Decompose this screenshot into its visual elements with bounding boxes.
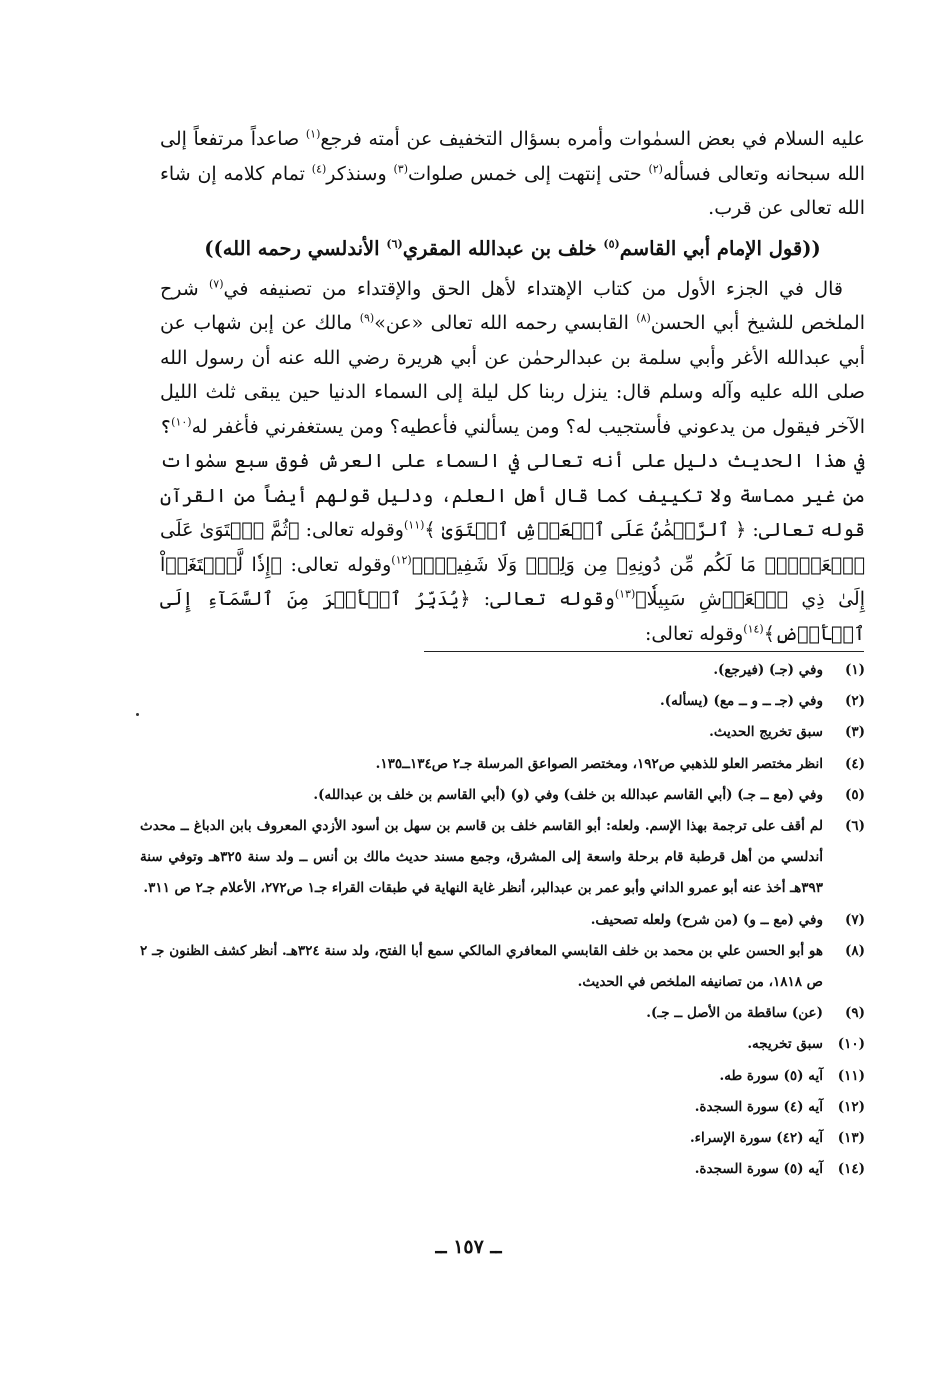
footnote-ref-6[interactable]: (٦) xyxy=(386,237,403,250)
footnote-text: لم أقف على ترجمة بهذا الإسم. ولعله: أبو القاسم خلف بن قاسم بن سهل بن أسود الأزدي المعروف بابن الدباغ ــ محدث أندلسي من أهل قرطبة قام برحلة واسعة إلى المشرق، وجمع مسند حديث مالك بن أنس ــ ولد سنة ٣٢٥هـ وتوفي سنة ٣٩٣هـ أخذ عنه أبو عمرو الداني وأبو عمر بن عبدالبر، أنظر غاية النهاية في طبقات القراء جـ١ ص٢٧٢، الأعلام جـ٢ ص ٣١١. xyxy=(140,818,823,897)
text-span: مالك عن إبن شهاب عن أبي عبدالله الأغر وأبي سلمة بن عبدالرحمٰن عن أبي هريرة رضي الله عنه أن رسول الله صلى الله عليه وآله وسلم قال: ينزل ربنا كل ليلة إلى السماء الدنيا حين يبقى ثلث الليل الآخر فيقول من يدعوني فأستجيب له؟ ومن يسألني فأعطيه؟ ومن يستغفرني فأغفر له xyxy=(160,312,865,438)
footnote-text: وفي (جـ) (فيرجع). xyxy=(713,662,823,678)
footnote-ref-10[interactable]: (١٠) xyxy=(171,415,192,429)
main-text xyxy=(160,122,865,651)
footnote-item xyxy=(140,780,865,811)
footnote-text: سبق تخريج الحديث. xyxy=(709,724,823,741)
footnote-item xyxy=(140,749,865,780)
footnote-item xyxy=(140,717,865,748)
footnote-text: آيه (٥) سورة السجدة. xyxy=(694,1161,823,1178)
footnote-divider xyxy=(424,651,864,652)
footnote-item xyxy=(140,686,865,717)
footnote-ref-1[interactable]: (١) xyxy=(305,127,321,141)
footnote-text: سبق تخريجه. xyxy=(747,1036,823,1053)
text-span: وقوله تعالى: xyxy=(281,553,392,576)
footnote-ref-14[interactable]: (١٤) xyxy=(743,622,764,636)
footnote-number: (٣) xyxy=(844,724,865,741)
footnote-number: (٥) xyxy=(844,786,865,803)
ink-speck xyxy=(136,713,139,716)
footnote-text: هو أبو الحسن علي بن محمد بن خلف القابسي المعافري المالكي سمع أبا الفتح، ولد سنة ٣٢٤هـ. أنظر كشف الظنون جـ ٢ ص ١٨١٨، من تصانيفه الملخص في الحديث. xyxy=(140,942,823,991)
text-span: صاعداً مرتفعاً إلى الله سبحانه وتعالى فسأله xyxy=(160,128,866,185)
footnote-text: (عن) ساقطة من الأصل ــ جـ). xyxy=(646,1005,823,1022)
footnote-item xyxy=(140,655,865,686)
text-span: حتى إنتهت إلى خمس صلوات xyxy=(407,162,649,185)
text-span: شرح الملخص للشيخ أبي الحسن xyxy=(160,277,866,334)
footnote-number: (٤) xyxy=(844,755,865,772)
footnote-item xyxy=(140,905,865,936)
footnote-text: انظر مختصر العلو للذهبي ص١٩٢، ومختصر الصواعق المرسلة جـ٢ ص١٣٤ــ١٣٥. xyxy=(375,755,823,772)
footnote-ref-4[interactable]: (٤) xyxy=(311,162,327,176)
footnote-number: (١٢) xyxy=(837,1098,865,1115)
heading-span: ((قول الإمام أبي القاسم xyxy=(619,236,821,260)
footnote-number: (٧) xyxy=(844,911,865,928)
footnotes xyxy=(140,655,865,1185)
quran-verse: ﴿يُدَبِّرُ ٱلۡأَمۡرَ مِنَ ٱلسَّمَآءِ إِلَى ٱلۡأَرۡضِ﴾ xyxy=(160,588,865,645)
footnote-ref-2[interactable]: (٢) xyxy=(648,162,663,176)
footnote-number: (١٤) xyxy=(837,1161,865,1178)
footnote-number: (١) xyxy=(844,662,865,678)
paragraph-2 xyxy=(160,272,865,652)
text-span: وقوله تعالى: xyxy=(644,622,744,645)
quran-verse: ﴿ثُمَّ ٱسۡتَوَىٰ عَلَى ٱلۡعَرۡشِۖ مَا لَكُم مِّن دُونِهِۦ مِن وَلِيّٖ وَلَا شَفِيعٍۚ﴾ xyxy=(160,519,866,576)
footnote-item xyxy=(140,1123,865,1154)
text-span: وسنذكر xyxy=(326,162,394,185)
footnote-number: (٢) xyxy=(844,693,865,710)
footnote-text: وفي (مع ــ جـ) (أبي القاسم عبدالله بن خلف) وفي (و) (أبي القاسم بن خلف بن عبدالله). xyxy=(313,786,823,803)
footnote-ref-13[interactable]: (١٣) xyxy=(614,587,636,601)
footnote-item xyxy=(140,1029,865,1060)
footnote-ref-9[interactable]: (٩) xyxy=(359,311,375,325)
footnote-ref-11[interactable]: (١١) xyxy=(403,518,425,532)
footnote-number: (١٠) xyxy=(837,1036,865,1053)
text-span: تمام كلامه إن شاء الله تعالى عن قرب. xyxy=(160,162,865,219)
page-number: ــ ١٥٧ ــ xyxy=(435,1236,502,1258)
text-span: وقوله تعالى: xyxy=(299,519,404,541)
text-span: عليه السلام في بعض السمٰوات وأمره بسؤال التخفيف عن أمته فرجع xyxy=(320,128,866,150)
footnote-number: (١١) xyxy=(837,1067,865,1084)
footnote-ref-3[interactable]: (٣) xyxy=(393,162,408,176)
footnote-text: وفي (مع ــ و) (من شرح) ولعله تصحيف. xyxy=(590,911,823,928)
text-span: قال في الجزء الأول من كتاب الإهتداء لأهل الحق والإقتداء من تصنيفه في xyxy=(223,277,843,300)
footnote-text: آيه (٤) سورة السجدة. xyxy=(694,1098,823,1115)
footnote-ref-5[interactable]: (٥) xyxy=(603,237,620,250)
text-span: القابسي رحمه الله تعالى «عن» xyxy=(374,312,637,334)
quran-verse: ﴿ ٱلرَّحۡمَٰنُ عَلَى ٱلۡعَرۡشِ ٱسۡتَوَىٰ ﴾ xyxy=(424,519,747,541)
section-heading xyxy=(160,229,865,269)
footnote-item xyxy=(140,1092,865,1123)
footnote-item xyxy=(140,936,865,998)
text-span: ؟ في هذا الحديث دليل على أنه تعالى في السماء على العرش فوق سبع سمٰوات من غير مماسة ولا تكييف كما قال أهل العلم، ودليل قولهم أيضاً من القرآن قوله تعالى: xyxy=(160,415,865,541)
footnote-number: (٩) xyxy=(844,1005,865,1022)
quran-verse: ﴿إِذٗا لَّٱبۡتَغَوۡاْ إِلَىٰ ذِي ٱلۡعَرۡشِ سَبِيلٗا﴾ xyxy=(160,553,865,610)
footnote-text: وفي (جـ ــ و ــ مع) (يسأله). xyxy=(660,693,823,710)
footnote-item xyxy=(140,998,865,1029)
footnote-text: آيه (٥) سورة طه. xyxy=(719,1067,823,1084)
footnote-item xyxy=(140,1061,865,1092)
footnote-text: آيه (٤٢) سورة الإسراء. xyxy=(689,1130,823,1147)
footnote-ref-7[interactable]: (٧) xyxy=(208,277,224,291)
footnote-number: (١٣) xyxy=(837,1130,865,1147)
footnote-item xyxy=(140,811,865,905)
text-span: وقوله تعالى: xyxy=(470,588,615,610)
footnote-ref-12[interactable]: (١٢) xyxy=(391,553,412,567)
footnote-number: (٨) xyxy=(844,942,865,959)
paragraph-1 xyxy=(160,122,865,226)
footnote-ref-8[interactable]: (٨) xyxy=(636,311,651,325)
footnote-item xyxy=(140,1154,865,1185)
heading-span: خلف بن عبدالله المقري xyxy=(402,236,604,260)
footnote-number: (٦) xyxy=(844,818,865,835)
heading-span: الأندلسي رحمه الله)) xyxy=(204,236,387,260)
